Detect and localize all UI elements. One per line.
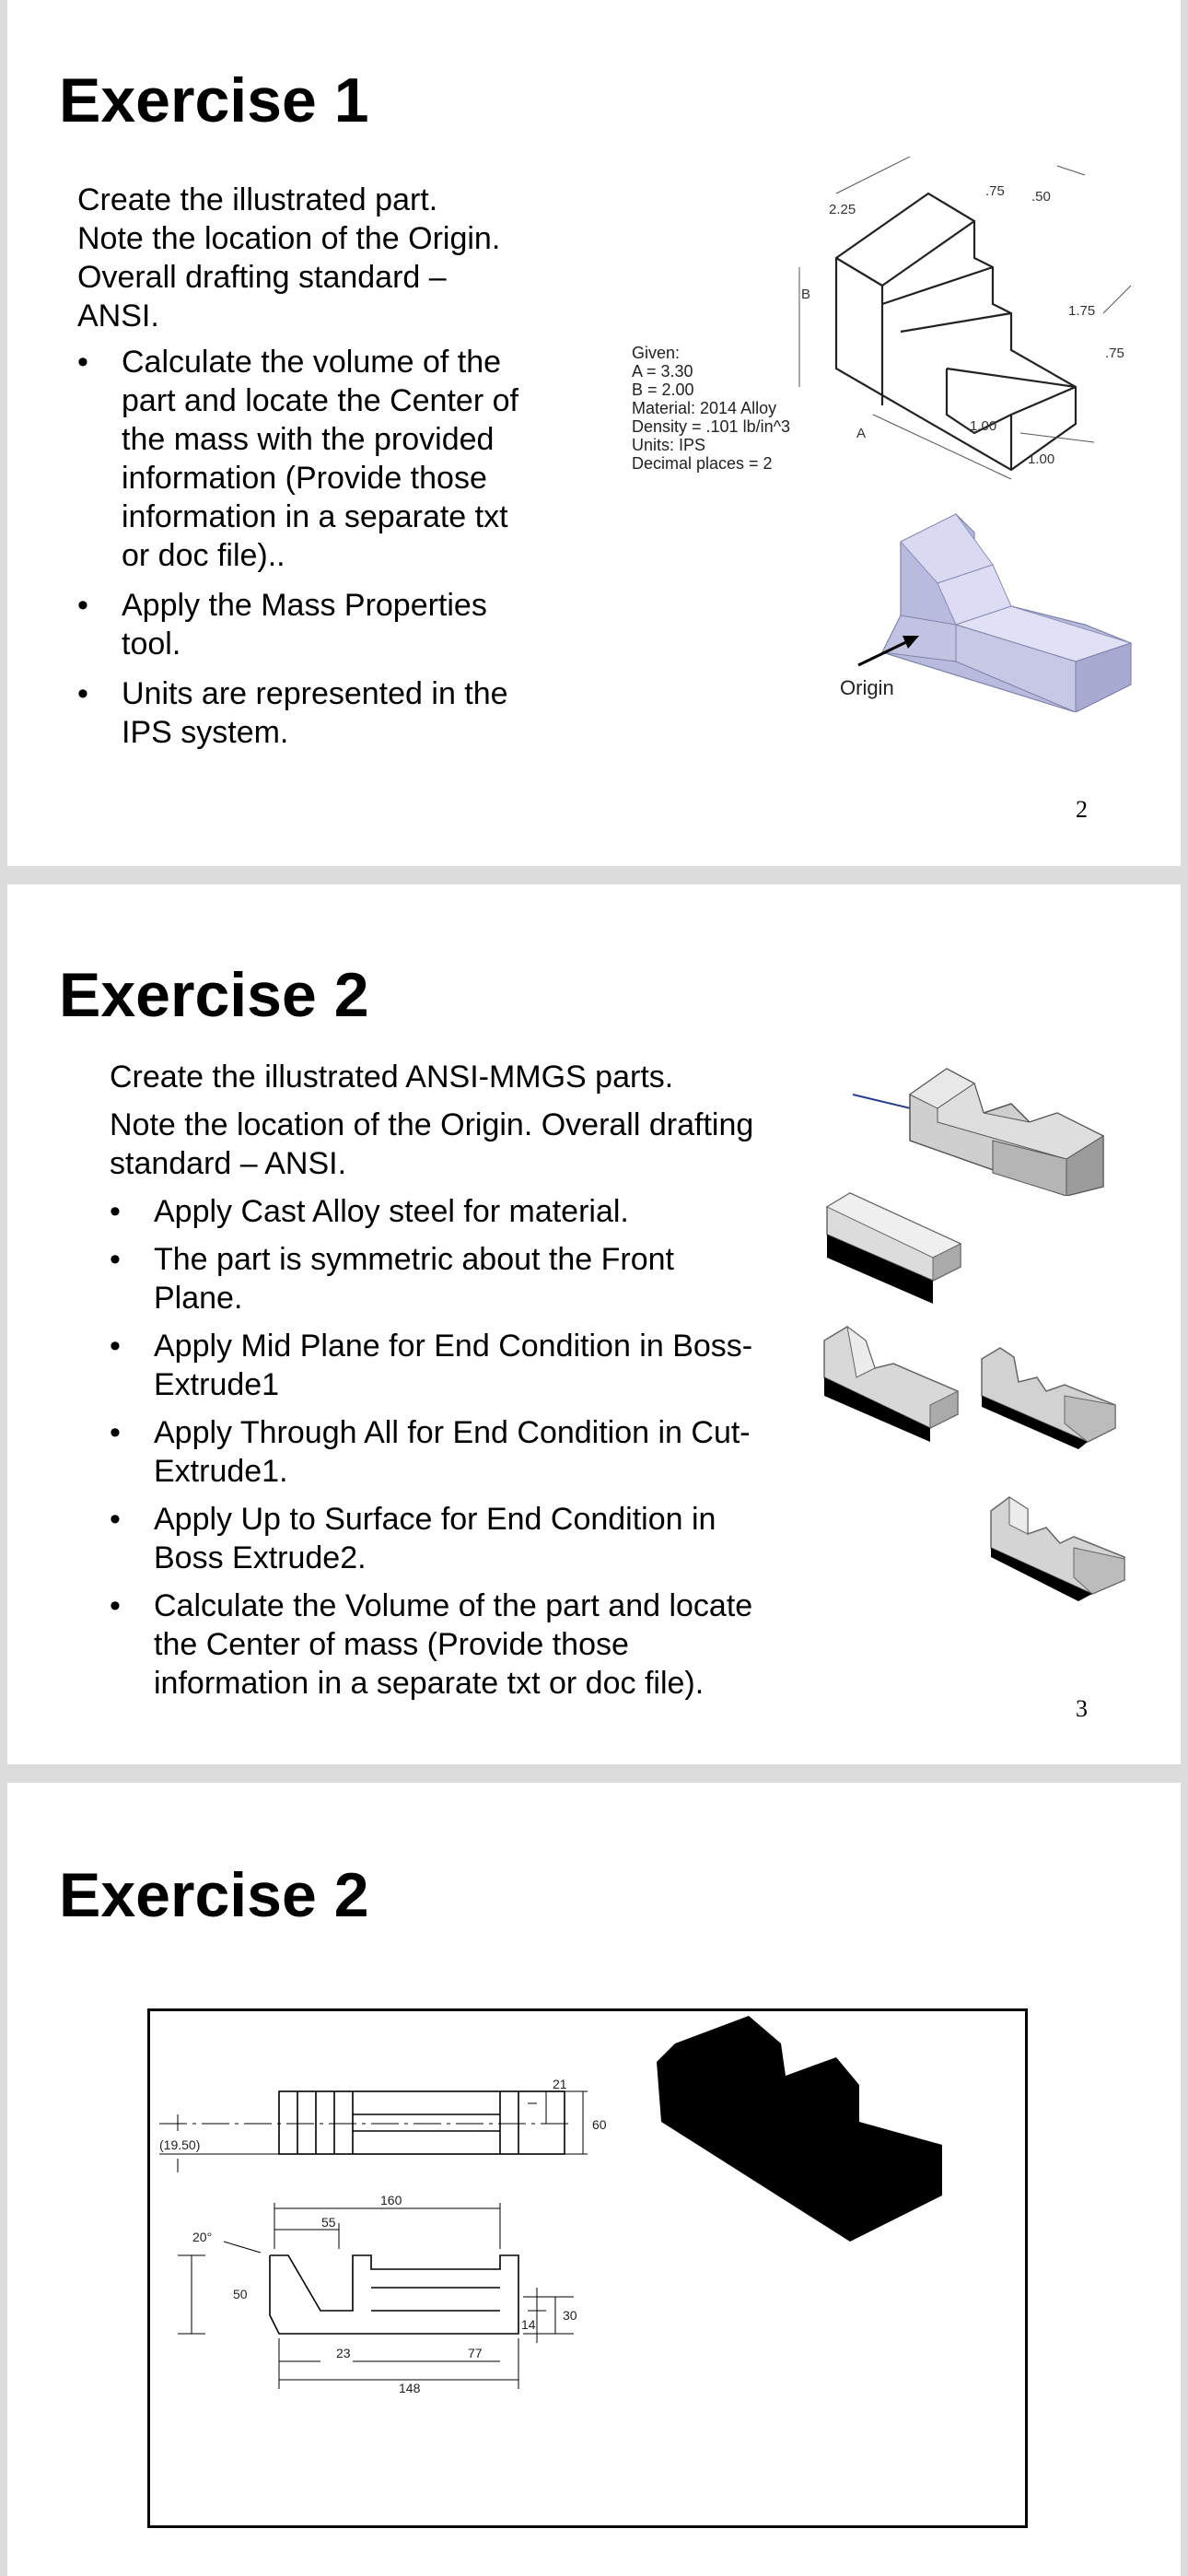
dim-label: 55	[321, 2215, 336, 2230]
dim-label: 30	[563, 2308, 577, 2323]
bullet-item: • Calculate the Volume of the part and locate the Center of mass (Provide those information in a separate txt or doc file).	[110, 1587, 791, 1703]
dim-label: 23	[336, 2346, 351, 2360]
origin-arrow-icon	[855, 625, 928, 671]
dim-label: 1.75	[1068, 303, 1096, 319]
isometric-dimension-drawing	[781, 157, 1168, 498]
given-line: Density = .101 lb/in^3	[632, 417, 791, 436]
given-values	[632, 344, 790, 473]
dim-label: 1.00	[1028, 451, 1055, 467]
bullet-item: • Units are represented in the IPS system.	[77, 674, 529, 752]
page-number: 3	[1076, 1695, 1088, 1722]
dim-label: 77	[468, 2346, 483, 2360]
intro-line: Note the location of the Origin.	[77, 221, 501, 256]
intro-line: Note the location of the Origin. Overall drafting standard – ANSI.	[110, 1107, 754, 1181]
part-render-full	[845, 1058, 1131, 1196]
given-line: A = 3.30	[632, 362, 693, 381]
bullet-item: • Apply Up to Surface for End Condition in Boss Extrude2.	[110, 1500, 773, 1577]
part-render-vcut	[820, 1322, 967, 1442]
dim-label: .50	[1031, 189, 1051, 205]
given-line: Units: IPS	[632, 436, 706, 454]
slide-title: Exercise 1	[59, 65, 369, 135]
bullet-item: • Apply Through All for End Condition in Cut-Extrude1.	[110, 1413, 791, 1491]
part-render-slotted	[977, 1341, 1124, 1451]
slide-exercise-1	[7, 0, 1181, 866]
origin-label: Origin	[840, 676, 894, 699]
part-silhouette	[657, 2016, 942, 2242]
given-line: Decimal places = 2	[632, 454, 773, 473]
slide-title: Exercise 2	[59, 960, 369, 1030]
dim-label: .75	[1105, 345, 1124, 361]
dim-label: 148	[399, 2381, 421, 2395]
bullet-item: • The part is symmetric about the Front Plane.	[110, 1240, 717, 1317]
dim-label: A	[856, 426, 867, 441]
given-line: Material: 2014 Alloy	[632, 399, 777, 417]
bullet-list	[110, 1192, 809, 1703]
dim-label: 14	[521, 2317, 536, 2332]
slide-body	[77, 181, 556, 752]
slide-exercise-2-drawing	[7, 1783, 1181, 2576]
intro-line: Overall drafting standard –	[77, 260, 447, 295]
dim-label: 50	[233, 2287, 248, 2301]
slide-exercise-2	[7, 884, 1181, 1764]
bullet-item: • Apply Cast Alloy steel for material.	[110, 1192, 809, 1231]
dim-label: 60	[592, 2117, 607, 2132]
part-render-base	[822, 1188, 970, 1308]
bullet-list	[77, 343, 529, 752]
dim-label: 20°	[192, 2230, 213, 2244]
bullet-item: • Apply the Mass Properties tool.	[77, 586, 529, 663]
bullet-item: • Apply Mid Plane for End Condition in Boss-Extrude1	[110, 1327, 791, 1404]
part-render-final	[986, 1493, 1134, 1603]
given-line: Given:	[632, 344, 681, 362]
page-number: 2	[1076, 796, 1088, 823]
slide-title: Exercise 2	[59, 1860, 369, 1930]
dim-label: 160	[380, 2193, 402, 2207]
given-line: B = 2.00	[632, 381, 694, 399]
dim-label: .75	[985, 183, 1005, 199]
orthographic-dimension-drawing	[150, 2011, 1025, 2525]
intro-line: Create the illustrated part.	[77, 182, 438, 217]
dim-label: 21	[553, 2077, 567, 2091]
bullet-item: • Calculate the volume of the part and locate the Center of the mass with the provided information (Provide those information in a separate txt or doc file)..	[77, 343, 529, 575]
dim-label: (19.50)	[159, 2137, 201, 2152]
dim-label: B	[801, 287, 811, 302]
intro-line: ANSI.	[77, 299, 159, 334]
intro-line: Create the illustrated ANSI-MMGS parts.	[110, 1060, 674, 1095]
slide-body	[110, 1058, 809, 1703]
dim-label: 1.00	[970, 418, 997, 434]
dim-label: 2.25	[829, 202, 856, 217]
